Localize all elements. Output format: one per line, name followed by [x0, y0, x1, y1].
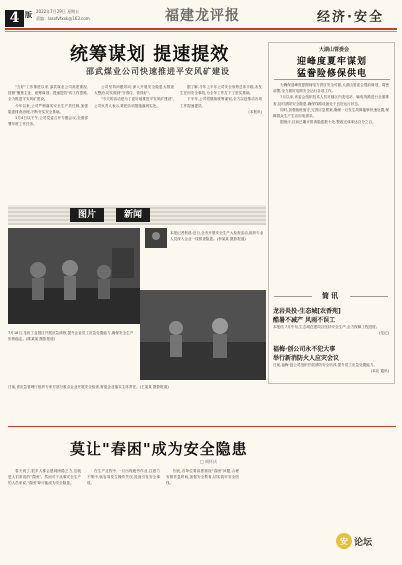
bottom-story-body: [8, 468, 318, 487]
photo-workers-icon: [140, 290, 266, 380]
briefs-rule-right: [350, 296, 388, 297]
brief-text: 日前,福梅·创公司组织开展消防安全培训,提升员工应急处置能力。: [273, 363, 378, 367]
brief-subtitle: 酷暑不减产 风雨不误工: [273, 317, 336, 324]
brief-subtitle: 举行新消防火人应灾会议: [273, 355, 340, 362]
sidebar-para: 7月以来,该委会组织技术人员对辖区内变电站、输电线路进行全面排查,及时消除安全隐患,确保线路设备处于良好运行状态。: [273, 95, 389, 106]
page-number: 4: [5, 10, 24, 27]
sidebar-para: 据统计,目前已累计排查隐患数十处,整改完成率达百分之百。: [280, 120, 376, 125]
news-photo-small: [145, 228, 167, 248]
photo-caption-3: 日前,省应急管理厅组织专家对部分重点企业开展安全检查,督促企业落实主体责任。(王某某 摄影报道): [8, 385, 169, 389]
brief-item: [273, 306, 389, 336]
brief-text: 本报讯 7月中旬,生态城在建项目坚持安全生产,全力保障工程进度。: [273, 325, 380, 329]
picture-news-label-left: 图片: [70, 208, 104, 222]
photo-scene-icon: [8, 228, 140, 324]
lead-col2-para: 公司坚持问题导向,深入开展安全隐患大排查大整治,切实做到"守得住、管得好"。: [94, 85, 174, 96]
lead-column-2: [94, 84, 174, 109]
photo-thumb-icon: [145, 228, 167, 248]
news-photo-right: [140, 290, 266, 380]
safety-mark-icon: 安: [336, 533, 352, 549]
brief-source: (龙记): [379, 331, 389, 336]
brief-item: [273, 344, 389, 374]
lead-subhead: 邵武煤业公司快速推进平安风矿建设: [86, 67, 230, 76]
bottom-story-para: 春天到了,很多人都会感到困倦乏力,这就是人们常说的"春困"。然而对于从事安全生产的人员来说,"春困"却可能成为安全隐患。: [8, 469, 81, 486]
forum-badge-text: 论坛: [353, 537, 372, 548]
lead-col3-para: 据了解,今年上半年公司安全形势总体平稳,未发生任何安全事故,为全年工作打下了坚实基础。: [180, 85, 262, 96]
photo-caption-1: 本报记者报道:近日,全市开展安全生产大检查活动,组织专业人员深入企业一线排查隐患。(李某某 摄影报道): [170, 231, 264, 242]
lead-col3-para: 下半年,公司将继续统筹谋划,全力以赴推动各项工作提速提效。: [180, 97, 262, 108]
lead-col2-para: "今天的活动是为了更好地推进平安风矿建设",公司负责人表示,要把各项措施落到实处。: [94, 97, 174, 108]
sidebar-title-line-2: 猛誊险修保供电: [296, 69, 367, 79]
brief-title: 福梅·创公司永不犯大事: [273, 346, 336, 353]
paper-name: 福建龙评报: [165, 8, 240, 24]
sidebar-para: 为确保迎峰度夏期间电力供应安全可靠,大湖山管委会提前谋划、周密部署,全力做好电网安全运行各项工作。: [273, 83, 389, 94]
masthead-rule: [5, 28, 397, 30]
bottom-story-para: 因此,各单位要高度重视"春困"问题,合理安排作息时间,加强安全教育,切实筑牢安全防线。: [166, 469, 239, 486]
lead-col1-para: "五好"工作推进以来,邵武煤业公司高度重视,按照"聚焦主业、统筹谋划、提速提效"的工作思路,全力推进平安风矿建设。: [8, 85, 88, 102]
editor-line: 责编：lasvfvfxxk@163.com: [36, 16, 90, 21]
bottom-story-byline: □ 周怀庆: [200, 459, 218, 464]
lead-col1-para: 1月4日以下午,公司党委召开专题会议,全面部署年度工作任务。: [8, 116, 88, 127]
forum-badge: [326, 532, 382, 550]
sidebar-para: 同时,加强值班值守,完善应急预案,确保一旦发生故障能够快速处置,保障群众生产生活用电需求。: [273, 107, 389, 119]
lead-byline: (本报讯): [248, 109, 262, 114]
lead-col1-para: 今年以来,公司严格落实安全生产责任制,加强隐患排查治理,不断夯实安全基础。: [8, 103, 88, 114]
news-photo-large: [8, 228, 140, 324]
sidebar-kicker: 大湖山管委会: [318, 47, 349, 53]
date-line: 2022年7月29日 星期五: [36, 9, 80, 14]
section-name: 经济·安全: [317, 10, 384, 25]
bottom-story-para: 在生产过程中,一旦出现疲劳作业,注意力不集中,就容易发生操作失误,进而引发安全事故。: [87, 469, 160, 486]
photo-caption-2: 7月18日,龙岩工业园区开展应急演练,提升企业员工应急处置能力,确保安全生产形势稳定。(陈某某 摄影报道): [8, 331, 134, 342]
masthead-hairline: [5, 31, 397, 32]
picture-news-label-right: 新闻: [116, 208, 150, 222]
brief-title: 龙岩炎投·生态城[农香苑]: [273, 308, 341, 315]
sidebar-title-rule: [274, 79, 390, 80]
sidebar-title-line-1: 迎峰度夏牢谋划: [296, 57, 367, 67]
briefs-heading: 简讯: [322, 292, 340, 300]
lead-column-3: [180, 84, 262, 115]
lead-headline: 统筹谋划 提速提效: [70, 44, 230, 65]
lead-column-1: [8, 84, 88, 127]
bottom-story-title: 莫让"春困"成为安全隐患: [70, 440, 248, 458]
bottom-story-rule: [8, 426, 396, 427]
sidebar-body: [273, 82, 389, 125]
page-suffix: 版: [25, 11, 32, 19]
brief-source: (本社 通讯): [370, 369, 389, 374]
